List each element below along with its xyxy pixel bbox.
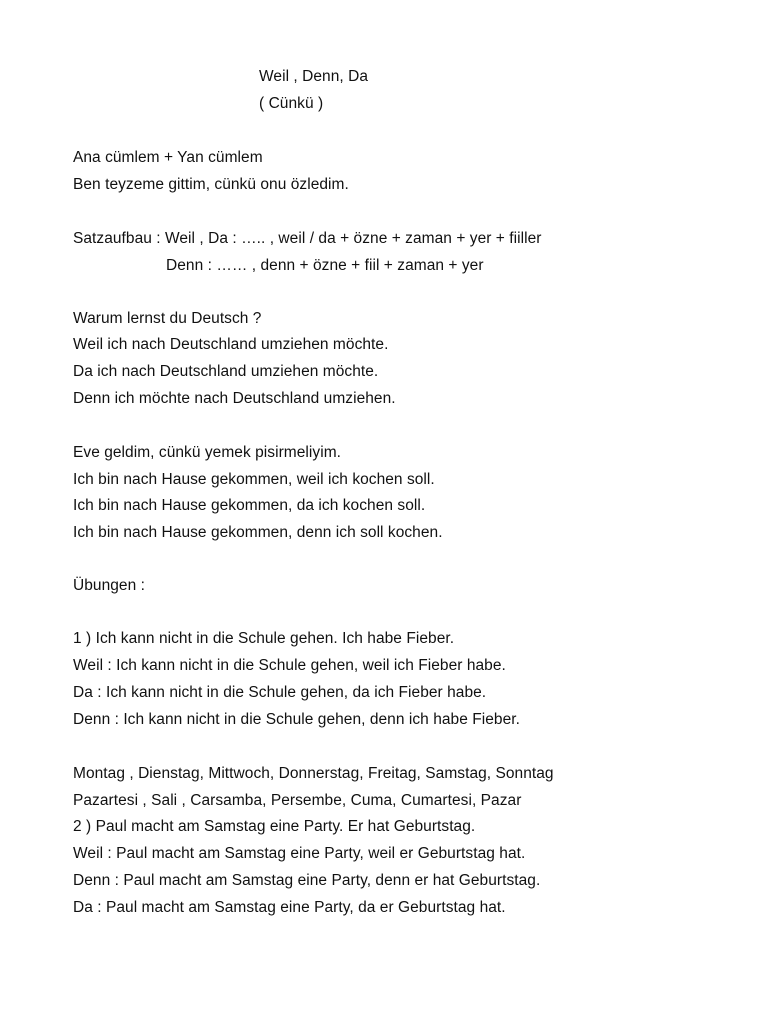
exercise1-weil: Weil : Ich kann nicht in die Schule gehen, weil ich Fieber habe. [73,657,506,674]
exercise1-denn: Denn : Ich kann nicht in die Schule gehen, denn ich habe Fieber. [73,711,520,728]
exercise2-prompt: 2 ) Paul macht am Samstag eine Party. Er hat Geburtstag. [73,818,476,835]
days-german: Montag , Dienstag, Mittwoch, Donnerstag, Freitag, Samstag, Sonntag [73,765,554,782]
title-line-1: Weil , Denn, Da [259,68,369,85]
eve-da: Ich bin nach Hause gekommen, da ich kochen soll. [73,497,426,514]
title-line-2: ( Cünkü ) [259,95,324,112]
eve-denn: Ich bin nach Hause gekommen, denn ich soll kochen. [73,524,443,541]
eve-turkish: Eve geldim, cünkü yemek pisirmeliyim. [73,444,342,461]
exercise1-prompt: 1 ) Ich kann nicht in die Schule gehen. Ich habe Fieber. [73,630,455,647]
exercises-heading: Übungen : [73,577,145,594]
structure-denn: Denn : …… , denn + özne + fiil + zaman + yer [166,257,484,274]
intro-formula: Ana cümlem + Yan cümlem [73,149,263,166]
exercise2-weil: Weil : Paul macht am Samstag eine Party, weil er Geburtstag hat. [73,845,526,862]
days-turkish: Pazartesi , Sali , Carsamba, Persembe, Cuma, Cumartesi, Pazar [73,792,522,809]
warum-denn: Denn ich möchte nach Deutschland umziehen. [73,390,396,407]
warum-da: Da ich nach Deutschland umziehen möchte. [73,363,379,380]
warum-question: Warum lernst du Deutsch ? [73,310,262,327]
intro-example: Ben teyzeme gittim, cünkü onu özledim. [73,176,349,193]
exercise2-da: Da : Paul macht am Samstag eine Party, da er Geburtstag hat. [73,899,506,916]
warum-weil: Weil ich nach Deutschland umziehen möchte. [73,336,389,353]
exercise1-da: Da : Ich kann nicht in die Schule gehen, da ich Fieber habe. [73,684,487,701]
structure-weil-da: Satzaufbau : Weil , Da : ….. , weil / da + özne + zaman + yer + fiiller [73,230,542,247]
exercise2-denn: Denn : Paul macht am Samstag eine Party, denn er hat Geburtstag. [73,872,541,889]
eve-weil: Ich bin nach Hause gekommen, weil ich kochen soll. [73,471,435,488]
